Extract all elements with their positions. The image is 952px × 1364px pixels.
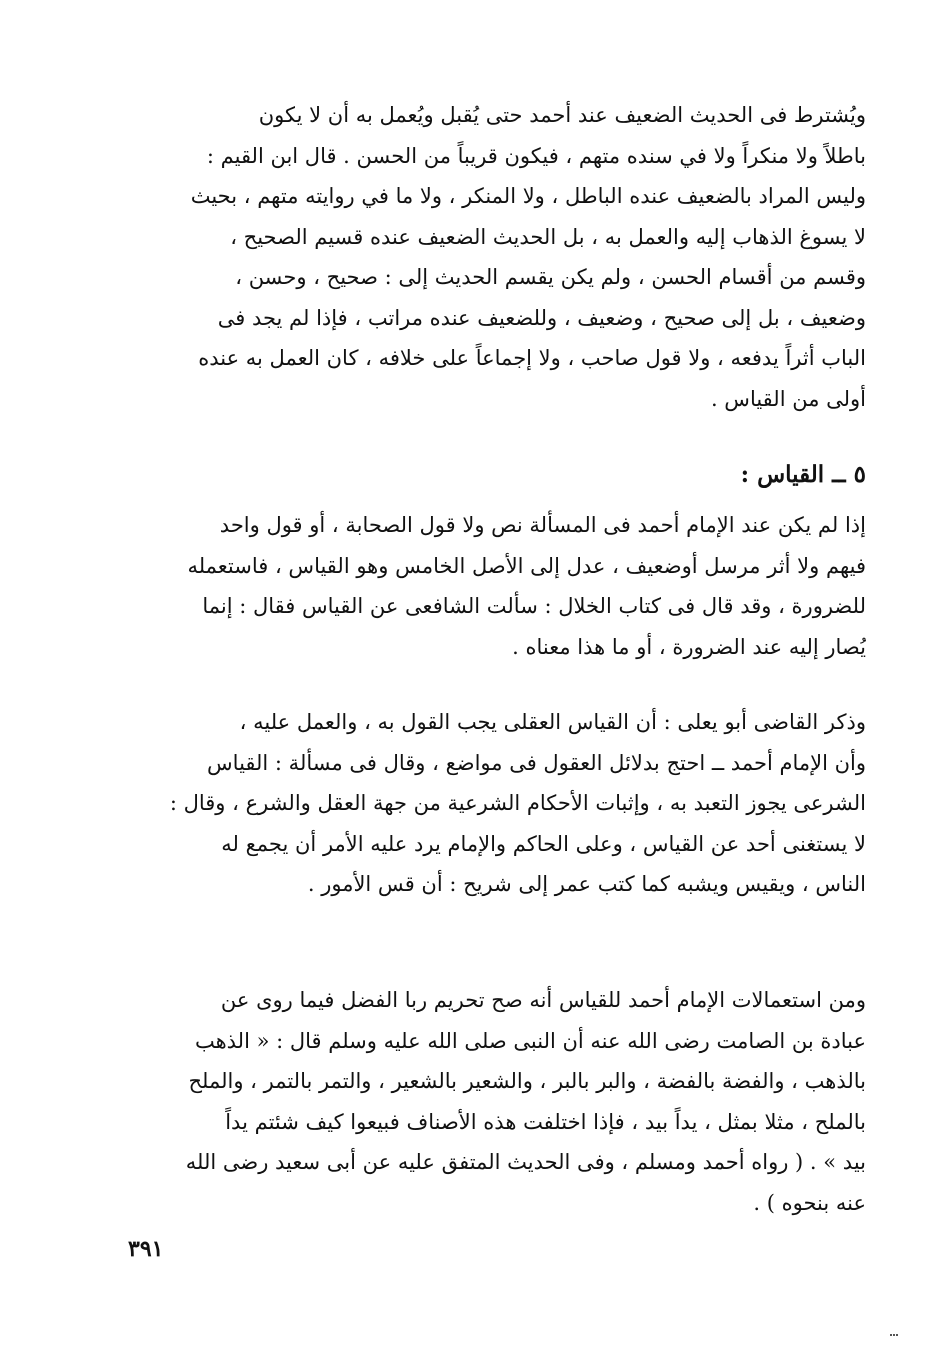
text-line: وأن الإمام أحمد ــ احتج بدلائل العقول فى مواضع ، وقال فى مسألة : القياس — [207, 750, 866, 775]
text-line: عنه بنحوه ) . — [753, 1190, 866, 1215]
text-line: بالملح ، مثلا بمثل ، يداً بيد ، فإذا اختلفت هذه الأصناف فبيعوا كيف شئتم يداً — [225, 1109, 866, 1134]
paragraph-qiyas-necessity — [128, 505, 866, 667]
text-line: الشرعى يجوز التعبد به ، وإثبات الأحكام الشرعية من جهة العقل والشرع ، وقال : — [169, 791, 866, 815]
paragraph-weak-hadith — [128, 95, 866, 419]
text-line: الباب أثراً يدفعه ، ولا قول صاحب ، ولا إجماعاً على خلافه ، كان العمل به عنده — [198, 346, 866, 370]
text-line: وضعيف ، بل إلى صحيح ، وضعيف ، وللضعيف عنده مراتب ، فإذا لم يجد فى — [217, 305, 866, 330]
text-line: لا يستغنى أحد عن القياس ، وعلى الحاكم والإمام يرد عليه الأمر أن يجمع له — [221, 831, 866, 856]
paragraph-riba-example — [128, 980, 866, 1223]
text-line: الناس ، ويقيس ويشبه كما كتب عمر إلى شريح : أن قس الأمور . — [307, 872, 866, 896]
text-line: وقسم من أقسام الحسن ، ولم يكن يقسم الحديث إلى : صحيح ، وحسن ، — [235, 265, 866, 289]
text-line: فيهم ولا أثر مرسل أوضعيف ، عدل إلى الأصل الخامس وهو القياس ، فاستعمله — [187, 553, 866, 578]
paragraph-abu-yala — [128, 702, 866, 905]
text-line: يُصار إليه عند الضرورة ، أو ما هذا معناه . — [512, 634, 866, 659]
text-line: أولى من القياس . — [710, 386, 866, 411]
text-line: ومن استعمالات الإمام أحمد للقياس أنه صح تحريم ربا الفضل فيما روى عن — [220, 988, 866, 1012]
scan-speck — [890, 1334, 898, 1338]
page-number: ٣٩١ — [128, 1236, 164, 1262]
text-line: وليس المراد بالضعيف عنده الباطل ، ولا المنكر ، ولا ما في روايته متهم ، بحيث — [190, 184, 866, 208]
text-line: إذا لم يكن عند الإمام أحمد فى المسألة نص ولا قول الصحابة ، أو قول واحد — [219, 513, 866, 537]
text-line: باطلاً ولا منكراً ولا في سنده متهم ، فيكون قريباً من الحسن . قال ابن القيم : — [206, 143, 866, 168]
text-line: بالذهب ، والفضة بالفضة ، والبر بالبر ، والشعير بالشعير ، والتمر بالتمر ، والملح — [188, 1069, 866, 1093]
text-line: ويُشترط فى الحديث الضعيف عند أحمد حتى يُقبل ويُعمل به أن لا يكون — [258, 103, 866, 127]
text-line: وذكر القاضى أبو يعلى : أن القياس العقلى يجب القول به ، والعمل عليه ، — [239, 710, 866, 734]
section-heading-qiyas: ٥ ــ القياس : — [740, 461, 866, 488]
text-line: بيد » . ( رواه أحمد ومسلم ، وفى الحديث المتفق عليه عن أبى سعيد رضى الله — [185, 1150, 866, 1174]
text-line: للضرورة ، وقد قال فى كتاب الخلال : سألت الشافعى عن القياس فقال : إنما — [202, 594, 866, 618]
text-line: عبادة بن الصامت رضى الله عنه أن النبى صلى الله عليه وسلم قال : « الذهب — [194, 1028, 866, 1053]
text-line: لا يسوغ الذهاب إليه والعمل به ، بل الحديث الضعيف عنده قسيم الصحيح ، — [230, 224, 866, 249]
